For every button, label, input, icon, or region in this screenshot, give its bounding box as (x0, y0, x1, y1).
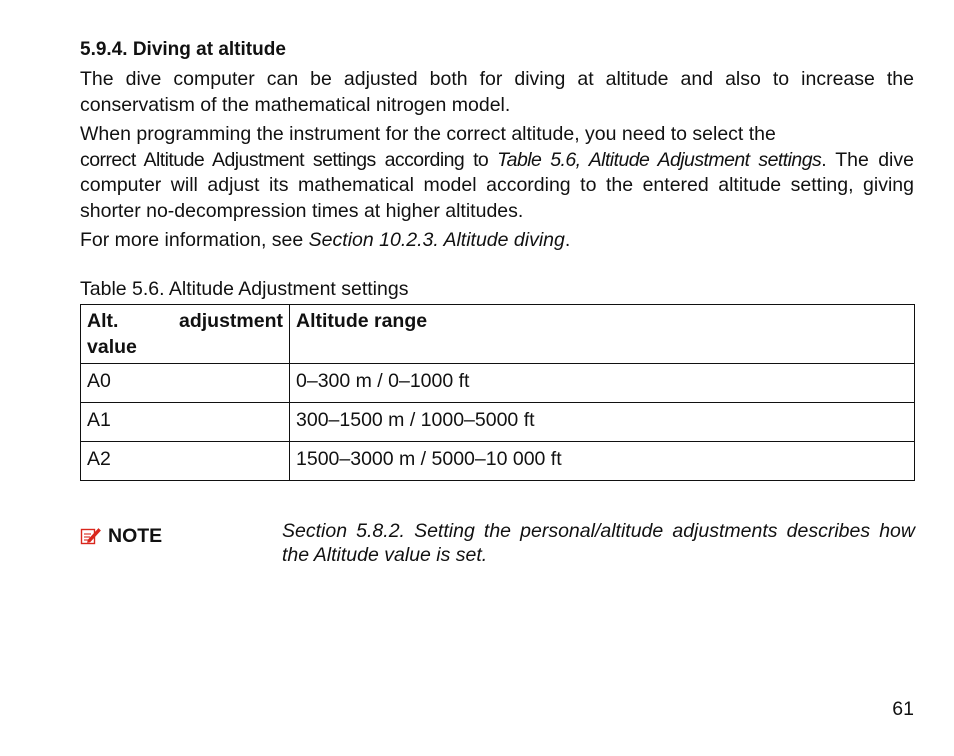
paragraph-programming-line1: When programming the instrument for the correct altitude, you need to select the (80, 123, 776, 145)
paragraph-more-info (80, 228, 914, 254)
table-caption: Table 5.6. Altitude Adjustment settings (80, 277, 409, 300)
paragraph-programming-line2 (80, 149, 826, 171)
paragraph-programming (80, 122, 914, 224)
paragraph-programming-rest: The dive computer will adjust its mathematical model according to the entered altitude setting, giving shorter no-decompression times at higher altitudes. (80, 148, 914, 222)
note-label (80, 523, 162, 549)
text-segment: . (564, 229, 571, 251)
note-text: Section 5.8.2. Setting the personal/altitude adjustments describes how the Altitude value is set. (282, 520, 915, 566)
cell-altitude-range: 300–1500 m / 1000–5000 ft (290, 402, 915, 441)
cell-adjustment-value: A2 (81, 441, 290, 480)
cell-adjustment-value: A0 (81, 363, 290, 402)
table-reference: Table 5.6, Altitude Adjustment settings (497, 148, 822, 171)
note-label-text: NOTE (108, 525, 163, 547)
cell-altitude-range: 0–300 m / 0–1000 ft (290, 363, 915, 402)
cell-adjustment-value: A1 (81, 402, 290, 441)
table-row (81, 363, 915, 402)
note-pencil-icon (80, 526, 102, 546)
text-segment: . (821, 148, 827, 171)
page-number: 61 (892, 698, 914, 720)
altitude-adjustment-table (80, 304, 915, 481)
table-header-row (81, 304, 915, 363)
text-segment: correct Altitude Adjustment settings according to (80, 148, 498, 171)
section-heading: 5.9.4. Diving at altitude (80, 39, 286, 60)
header-alt-adjustment-value: Alt. adjustment value (81, 304, 290, 363)
text-segment: For more information, see (80, 229, 309, 251)
table-row (81, 402, 915, 441)
cell-altitude-range: 1500–3000 m / 5000–10 000 ft (290, 441, 915, 480)
paragraph-intro: The dive computer can be adjusted both for diving at altitude and also to increase the conservatism of the mathematical nitrogen model. (80, 68, 914, 116)
header-altitude-range: Altitude range (290, 304, 915, 363)
section-reference: Section 10.2.3. Altitude diving (308, 229, 565, 251)
note-box (80, 519, 914, 579)
table-row (81, 441, 915, 480)
manual-page (80, 38, 915, 566)
